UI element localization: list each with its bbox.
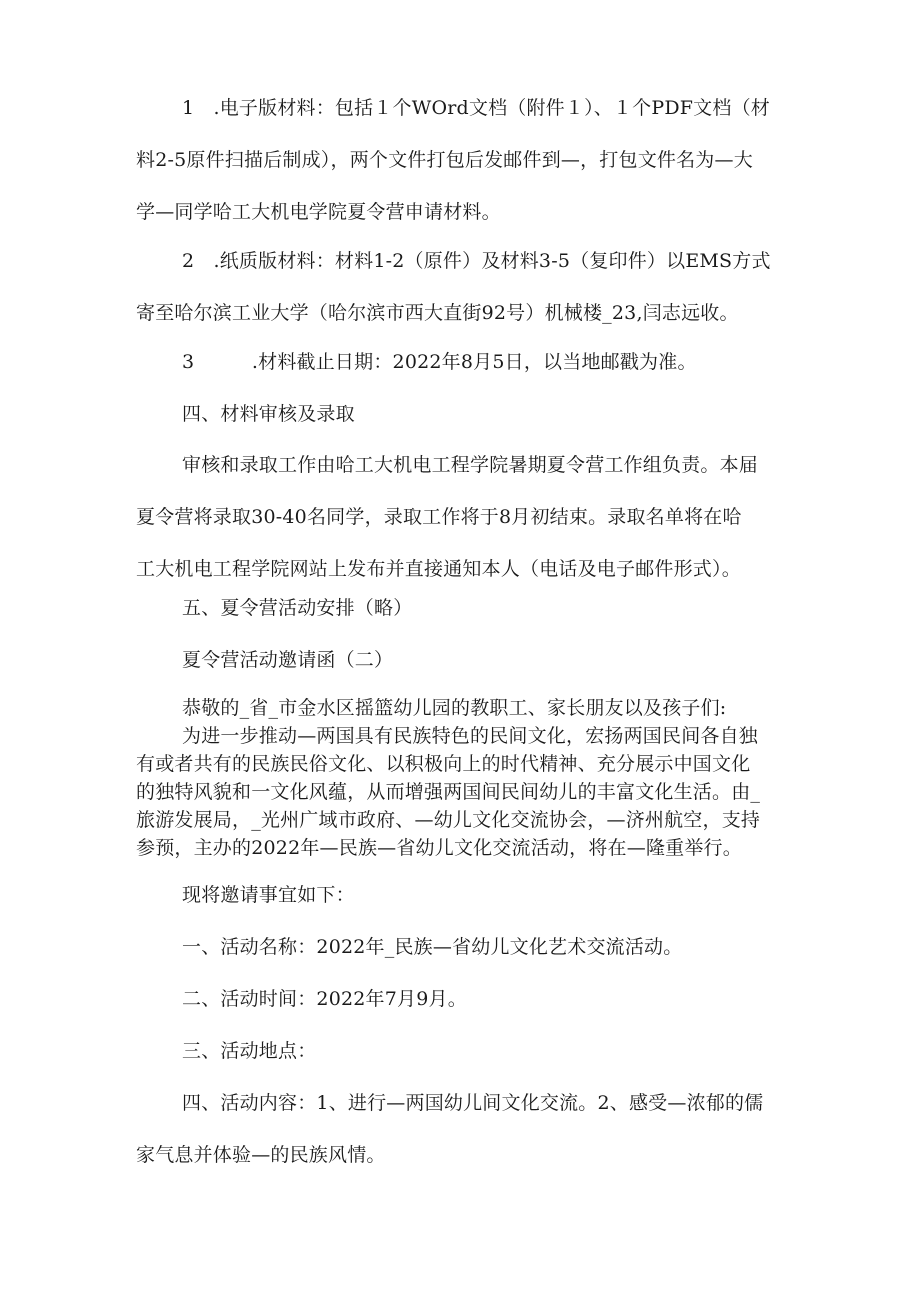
item-electronic-materials: [136, 82, 796, 238]
text-line: 参预，主办的2022年—民族—省幼儿文化交流活动，将在—隆重举行。: [136, 837, 742, 859]
invite-intro: 现将邀请事宜如下：: [182, 884, 355, 906]
text-line: 家气息并体验—的民族风情。: [136, 1144, 386, 1166]
item-paper-materials: [136, 235, 796, 339]
text-line: 料2-5原件扫描后制成），两个文件打包后发邮件到—，打包文件名为—大: [136, 149, 753, 171]
activity-content: [136, 1077, 796, 1181]
text-line: 学—同学哈工大机电学院夏令营申请材料。: [136, 201, 501, 223]
text-line: 工大机电工程学院网站上发布并直接通知本人（电话及电子邮件形式）。: [136, 558, 741, 580]
text-line: 为进一步推动—两国具有民族特色的民间文化，宏扬两国民间各自独: [182, 725, 759, 747]
activity-time: 二、活动时间：2022年7月9月。: [182, 988, 467, 1010]
section-heading-schedule: 五、夏令营活动安排（略）: [182, 597, 413, 619]
invitation-body: [136, 722, 796, 862]
review-paragraph: [136, 439, 796, 595]
text-line: 的独特风貌和一文化风蕴，从而增强两国间民间幼儿的丰富文化生活。由_: [136, 781, 761, 803]
invitation-title: 夏令营活动邀请函（二）: [182, 649, 394, 671]
section-heading-review: 四、材料审核及录取: [182, 403, 355, 425]
text-line: 夏令营将录取30-40名同学，录取工作将于8月初结束。录取名单将在哈: [136, 506, 742, 528]
text-line: 审核和录取工作由哈工大机电工程学院暑期夏令营工作组负责。本届: [182, 454, 759, 476]
activity-place: 三、活动地点：: [182, 1040, 317, 1062]
text-line: 2 .纸质版材料：材料1-2（原件）及材料3-5（复印件）以EMS方式: [182, 250, 771, 272]
item-deadline: 3 .材料截止日期：2022年8月5日，以当地邮戳为准。: [182, 351, 697, 373]
text-line: 旅游发展局，_光州广域市政府、—幼儿文化交流协会，—济州航空，支持: [136, 809, 761, 831]
text-line: 四、活动内容：1、进行—两国幼儿间文化交流。2、感受—浓郁的儒: [182, 1092, 764, 1114]
text-line: 寄至哈尔滨工业大学（哈尔滨市西大直街92号）机械楼_23,闫志远收。: [136, 302, 739, 324]
activity-name: 一、活动名称：2022年_民族—省幼儿文化艺术交流活动。: [182, 936, 683, 958]
text-line: 1 .电子版材料：包括１个WOrd文档（附件１）、１个PDF文档（材: [182, 97, 770, 119]
text-line: 有或者共有的民族民俗文化、以积极向上的时代精神、充分展示中国文化: [136, 753, 751, 775]
salutation: 恭敬的_省_市金水区摇篮幼儿园的教职工、家长朋友以及孩子们:: [182, 697, 727, 719]
